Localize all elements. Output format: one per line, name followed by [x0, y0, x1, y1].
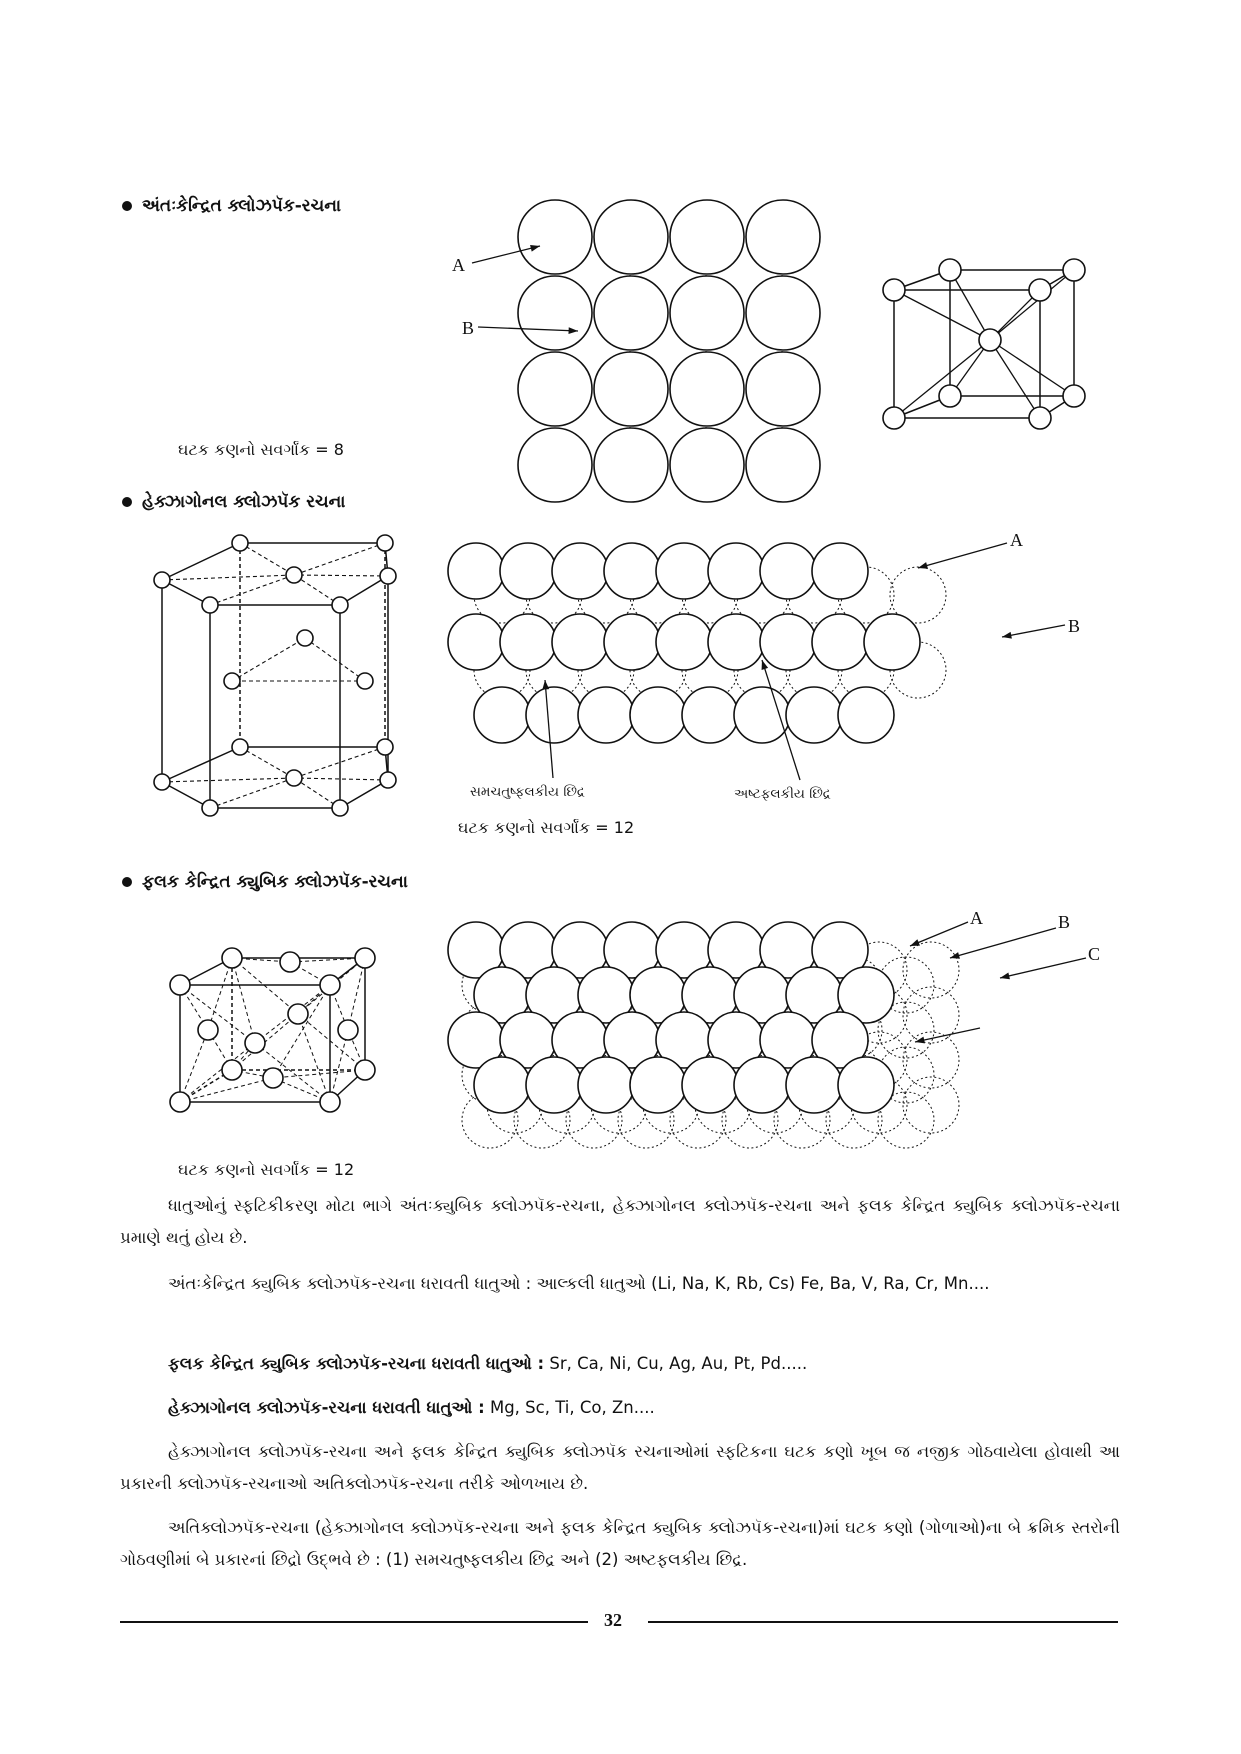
section-heading-bcc: અંતઃકેન્દ્રિત ક્લોઝપૅક-રચના [122, 196, 341, 216]
layer-b-sphere [903, 942, 959, 998]
fcc-coordination-caption: ઘટક કણનો સવર્ગાંક = 12 [178, 1160, 355, 1179]
bcc-label-a: A [452, 255, 465, 275]
section-heading-hcp: હેક્ઝાગોનલ ક્લોઝપૅક રચના [122, 492, 345, 512]
fcc-arrow-b [950, 928, 1056, 958]
footer-rule-left [120, 1621, 588, 1623]
section-heading-fcc: ફલક કેન્દ્રિત ક્યુબિક ક્લોઝપૅક-રચના [122, 872, 408, 892]
layer-a-sphere [734, 1057, 790, 1113]
fcc-arrow-c [1000, 958, 1086, 978]
footer-rule-right [648, 1621, 1118, 1623]
fcc-arrow-b-head [950, 952, 960, 959]
layer-a-sphere [578, 1057, 634, 1113]
fcc-arrow-a [910, 922, 968, 946]
layer-a-sphere [474, 1057, 530, 1113]
paragraph-voids: અતિક્લોઝપૅક-રચના (હેક્ઝાગોનલ ક્લોઝપૅક-રચના અને ફલક કેન્દ્રિત ક્યુબિક ક્લોઝપૅક-રચના)માં ઘટક કણો (ગોળાઓ)ના બે ક્રમિક સ્તરોની ગોઠવણીમાં બે પ્રકારનાં છિદ્રો ઉદ્ભવે છે : (1) સમચતુષ્ફલકીય છિદ્ર અને (2) અષ્ટફલકીય છિદ્ર. [120, 1518, 1120, 1569]
page-number: 32 [604, 1610, 622, 1630]
paragraph-hcp-metals: હેક્ઝાગોનલ ક્લોઝપૅક-રચના ધરાવતી ધાતુઓ : Mg, Sc, Ti, Co, Zn.... [168, 1398, 655, 1417]
layer-a-sphere [786, 1057, 842, 1113]
tetrahedral-void-label: સમચતુષ્ફલકીય છિદ્ર [470, 784, 585, 800]
fcc-label-b: B [1058, 912, 1071, 932]
paragraph-crystallisation: ધાતુઓનું સ્ફટિકીકરણ મોટા ભાગે અંતઃક્યુબિક ક્લોઝપૅક-રચના, હેક્ઝાગોનલ ક્લોઝપૅક-રચના અને ફલક કેન્દ્રિત ક્યુબિક ક્લોઝપૅક-રચના પ્રમાણે થતું હોય છે. [120, 1196, 1120, 1247]
fcc-arrow-void [915, 1028, 980, 1042]
fcc-arrow-a-head [910, 939, 920, 946]
fcc-arrow-void-head [915, 1037, 925, 1044]
hcp-coordination-caption: ઘટક કણનો સવર્ગાંક = 12 [458, 818, 635, 837]
bcc-label-b: B [462, 318, 475, 338]
layer-b-sphere [903, 1077, 959, 1133]
bcc-coordination-caption: ઘટક કણનો સવર્ગાંક = 8 [178, 440, 344, 459]
hcp-label-a: A [1010, 530, 1023, 550]
octahedral-void-label: અષ્ટફલકીય છિદ્ર [734, 786, 831, 802]
fcc-label-a: A [970, 908, 983, 928]
layer-a-sphere [838, 1057, 894, 1113]
layer-a-sphere [630, 1057, 686, 1113]
paragraph-bcc-metals: અંતઃકેન્દ્રિત ક્યુબિક ક્લોઝપૅક-રચના ધરાવતી ધાતુઓ : આલ્કલી ધાતુઓ (Li, Na, K, Rb, Cs) Fe, Ba, V, Ra, Cr, Mn.... [168, 1274, 990, 1293]
paragraph-fcc-metals: ફલક કેન્દ્રિત ક્યુબિક ક્લોઝપૅક-રચના ધરાવતી ધાતુઓ : Sr, Ca, Ni, Cu, Ag, Au, Pt, Pd..... [168, 1354, 808, 1373]
paragraph-close-packing: હેક્ઝાગોનલ ક્લોઝપૅક-રચના અને ફલક કેન્દ્રિત ક્યુબિક ક્લોઝપૅક રચનાઓમાં સ્ફટિકના ઘટક કણો ખૂબ જ નજીક ગોઠવાયેલા હોવાથી આ પ્રકારની ક્લોઝપૅક-રચનાઓ અતિક્લોઝપૅક-રચના તરીકે ઓળખાય છે. [120, 1442, 1120, 1493]
fcc-label-c: C [1088, 944, 1101, 964]
layer-a-sphere [682, 1057, 738, 1113]
hcp-label-b: B [1068, 616, 1081, 636]
layer-b-sphere [903, 1032, 959, 1088]
layer-a-sphere [526, 1057, 582, 1113]
